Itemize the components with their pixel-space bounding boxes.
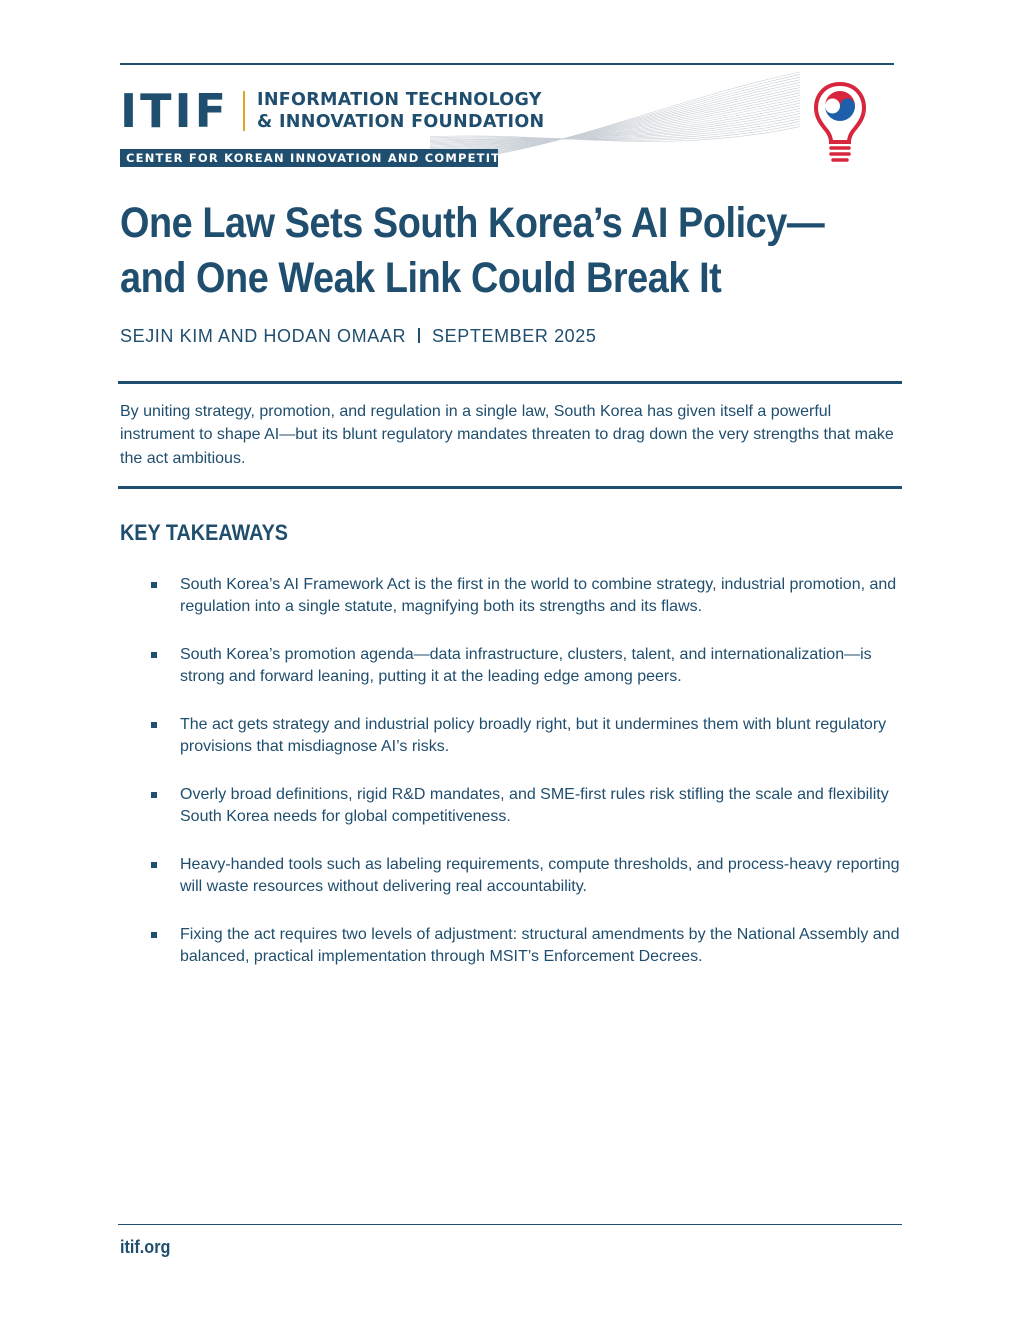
page-title-line2: and One Weak Link Could Break It (120, 254, 722, 302)
abstract-text: By uniting strategy, promotion, and regulation in a single law, South Korea has given itself a powerful instrument to shape AI—but its blunt regulatory mandates threaten to drag down the very strengths that make the act ambitious. (120, 403, 894, 467)
takeaway-item (150, 924, 900, 968)
byline-date: SEPTEMBER 2025 (432, 326, 597, 346)
takeaway-item (150, 574, 900, 618)
byline (120, 326, 597, 347)
square-bullet-icon (151, 582, 157, 588)
square-bullet-icon (151, 792, 157, 798)
square-bullet-icon (151, 722, 157, 728)
lightbulb-taeguk-icon (812, 80, 868, 166)
itif-logo[interactable] (120, 86, 544, 136)
takeaway-item (150, 714, 900, 758)
page-title-line1: One Law Sets South Korea’s AI Policy— (120, 199, 825, 247)
takeaway-text: Heavy-handed tools such as labeling requirements, compute thresholds, and process-heavy reporting will waste resources without delivering real accountability. (180, 856, 900, 895)
center-name-banner: CENTER FOR KOREAN INNOVATION AND COMPETITIVENESS (120, 149, 498, 167)
logo-divider (243, 91, 245, 131)
square-bullet-icon (151, 932, 157, 938)
square-bullet-icon (151, 862, 157, 868)
takeaway-text: The act gets strategy and industrial policy broadly right, but it undermines them with blunt regulatory provisions that misdiagnose AI’s risks. (180, 716, 887, 755)
byline-authors: SEJIN KIM AND HODAN OMAAR (120, 326, 407, 346)
logo-org-name-line1: INFORMATION TECHNOLOGY (257, 90, 542, 110)
footer-rule (118, 1224, 902, 1225)
takeaway-text: Overly broad definitions, rigid R&D mandates, and SME-first rules risk stifling the scale and flexibility South Korea needs for global competitiveness. (180, 786, 889, 825)
takeaway-item (150, 784, 900, 828)
header-top-rule (120, 63, 894, 65)
page-title (120, 196, 900, 306)
footer-site-link[interactable]: itif.org (120, 1237, 171, 1257)
abstract-top-rule (118, 381, 902, 384)
key-takeaways-heading: KEY TAKEAWAYS (120, 520, 288, 545)
takeaway-text: Fixing the act requires two levels of adjustment: structural amendments by the National Assembly and balanced, practical implementation through MSIT’s Enforcement Decrees. (180, 926, 900, 965)
takeaway-item (150, 644, 900, 688)
takeaway-text: South Korea’s AI Framework Act is the first in the world to combine strategy, industrial promotion, and regulation into a single statute, magnifying both its strengths and its flaws. (180, 576, 897, 615)
logo-org-name (257, 89, 544, 133)
byline-separator (418, 328, 420, 343)
square-bullet-icon (151, 652, 157, 658)
logo-mark: ITIF (120, 84, 230, 138)
abstract-bottom-rule (118, 486, 902, 489)
key-takeaways-list (150, 574, 900, 994)
takeaway-item (150, 854, 900, 898)
takeaway-text: South Korea’s promotion agenda—data infrastructure, clusters, talent, and internationalization—is strong and forward leaning, putting it at the leading edge among peers. (180, 646, 872, 685)
logo-org-name-line2: & INNOVATION FOUNDATION (257, 112, 545, 132)
